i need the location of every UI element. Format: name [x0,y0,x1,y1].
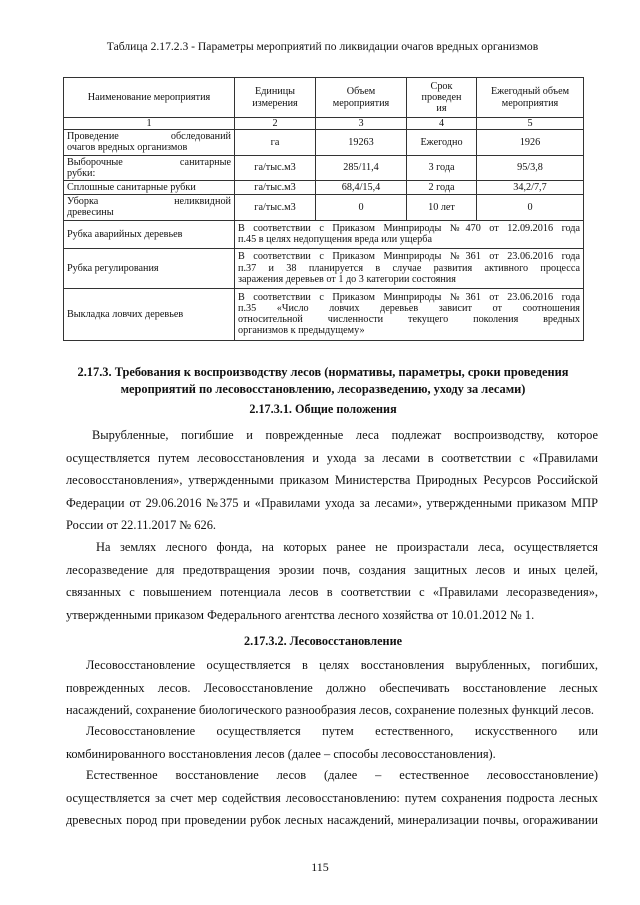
column-number: 2 [235,118,316,130]
table-number-row [64,118,584,130]
column-number: 1 [64,118,235,130]
row-name-cell: Проведение обследований очагов вредных организмов [64,130,235,155]
row-name-cell: Сплошные санитарные рубки [64,181,235,195]
table-row [64,181,584,195]
table-row [64,130,584,155]
merged-note-cell: В соответствии с Приказом Минприроды №361 от 23.06.2016 года п.37 и 38 планируется в случае развития активного процесса заражения деревьев от 1 до 3 категории состояния [235,248,584,288]
row-name-cell: Уборка неликвидной древесины [64,195,235,220]
row-annual-cell: 1926 [477,130,584,155]
table-header-row [64,78,584,118]
section-heading-line: 2.17.3. Требования к воспроизводству лесов (нормативы, параметры, сроки проведения [77,365,569,379]
row-volume-cell: 19263 [316,130,407,155]
row-name-cell: Выкладка ловчих деревьев [64,288,235,340]
row-unit-cell: га/тыс.м3 [235,155,316,180]
column-number: 3 [316,118,407,130]
table-merged-row [64,220,584,248]
row-term-cell: 2 года [407,181,477,195]
table-row [64,155,584,180]
row-term-cell: 10 лет [407,195,477,220]
row-annual-cell: 95/3,8 [477,155,584,180]
row-volume-cell: 68,4/15,4 [316,181,407,195]
row-unit-cell: га/тыс.м3 [235,195,316,220]
row-name-cell: Рубка аварийных деревьев [64,220,235,248]
row-volume-cell: 0 [316,195,407,220]
parameters-table [63,77,584,341]
column-number: 5 [477,118,584,130]
header-cell-name: Наименование мероприятия [64,78,235,118]
table-merged-row [64,288,584,340]
row-annual-cell: 34,2/7,7 [477,181,584,195]
merged-note-cell: В соответствии с Приказом Минприроды №470 от 12.09.2016 года п.45 в целях недопущения вреда или ущерба [235,220,584,248]
paragraph: Естественное восстановление лесов (далее – естественное лесовосстановление) осуществляется за счет мер содействия лесовосстановлению: путем сохранения подроста лесных древесных пород при проведении рубок лесных насаждений, минерализации почвы, огораживании [66,768,598,827]
row-volume-cell: 285/11,4 [316,155,407,180]
section-heading-line: мероприятий по лесовосстановлению, лесоразведению, уходу за лесами) [120,382,526,396]
row-name-cell: Рубка регулирования [64,248,235,288]
row-unit-cell: га [235,130,316,155]
table-row [64,195,584,220]
row-term-cell: Ежегодно [407,130,477,155]
column-number: 4 [407,118,477,130]
row-unit-cell: га/тыс.м3 [235,181,316,195]
row-annual-cell: 0 [477,195,584,220]
page-number: 115 [311,860,329,874]
table-merged-row [64,248,584,288]
paragraph: Лесовосстановление осуществляется путем естественного, искусственного или комбинированного восстановления лесов (далее – способы лесовосстановления). [66,724,598,761]
merged-note-cell: В соответствии с Приказом Минприроды №361 от 23.06.2016 года п.35 «Число ловчих деревьев зависит от соотношения относительной численности текущего поколения вредных организмов к предыдущему» [235,288,584,340]
header-cell-unit: Единицы измерения [235,78,316,118]
row-term-cell: 3 года [407,155,477,180]
paragraph: Вырубленные, погибшие и поврежденные леса подлежат воспроизводству, которое осуществляется путем лесовосстановления и ухода за лесами в соответствии с «Правилами лесовосстановления», утвержденными приказом Министерства Природных Ресурсов Российской Федерации от 29.06.2016 №375 и «Правилами ухода за лесами», утвержденными приказом МПР России от 22.11.2017 № 626. [66,428,598,532]
header-cell-annual: Ежегодный объем мероприятия [477,78,584,118]
header-cell-term: Срок проведен ия [407,78,477,118]
subsection-heading: 2.17.3.1. Общие положения [249,402,397,416]
row-name-cell: Выборочные санитарные рубки: [64,155,235,180]
paragraph: Лесовосстановление осуществляется в целях восстановления вырубленных, погибших, поврежденных лесов. Лесовосстановление должно обеспечивать восстановление лесных насаждений, сохранение биологического разнообразия лесов, сохранение полезных функций лесов. [66,658,598,717]
subsection-heading: 2.17.3.2. Лесовосстановление [243,634,403,648]
paragraph: На землях лесного фонда, на которых ранее не произрастали леса, осуществляется лесоразведение для предотвращения эрозии почв, создания защитных лесов и иных целей, связанных с повышением потенциала лесов в соответствии с «Правилами лесоразведения», утвержденными приказом Федерального агентства лесного хозяйства от 10.01.2012 № 1. [66,540,598,622]
section-heading [48,364,598,398]
header-cell-volume: Объем мероприятия [316,78,407,118]
table-caption: Таблица 2.17.2.3 - Параметры мероприятий по ликвидации очагов вредных организмов [106,40,539,53]
